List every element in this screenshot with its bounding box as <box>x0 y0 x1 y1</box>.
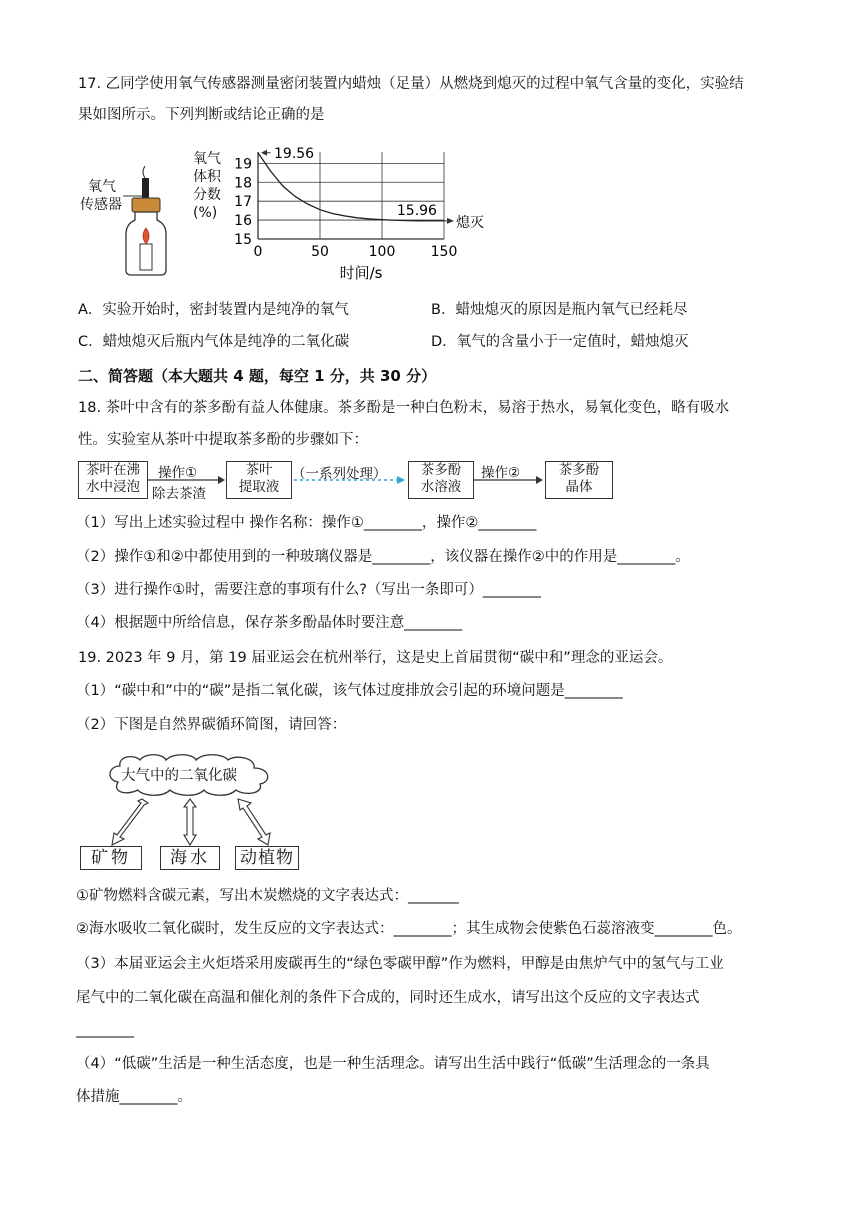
q17-option-b[interactable]: B．蜡烛熄灭的原因是瓶内氧气已经耗尽 <box>431 302 688 318</box>
q17-stem-line2: 果如图所示。下列判断或结论正确的是 <box>78 107 325 123</box>
q18-stem-line1: 18. 茶叶中含有的茶多酚有益人体健康。茶多酚是一种白色粉末，易溶于热水，易氧化变色，略有吸水 <box>78 400 730 416</box>
q19-sub2: （2）下图是自然界碳循环简图，请回答： <box>76 717 347 733</box>
flow-box-soak <box>78 461 148 499</box>
flow-box-text: 茶多酚 <box>420 462 462 478</box>
q19-sub4-line2: 体措施________。 <box>76 1089 192 1105</box>
q18-stem-line2: 性。实验室从茶叶中提取茶多酚的步骤如下： <box>78 432 368 448</box>
chart-ylabel-line: (%) <box>193 205 218 221</box>
x-tick-label: 100 <box>368 244 396 260</box>
q18-sub4: （4）根据题中所给信息，保存茶多酚晶体时要注意________ <box>76 615 463 631</box>
dashed-arrow-icon <box>292 474 408 486</box>
q17-option-d[interactable]: D．氧气的含量小于一定值时，蜡烛熄灭 <box>431 334 689 350</box>
flow-box-text: 提取液 <box>238 479 280 495</box>
x-axis-label: 时间/s <box>339 264 383 280</box>
section-title: 二、简答题（本大题共 4 题，每空 1 分，共 30 分） <box>78 367 437 385</box>
y-tick-label: 16 <box>234 213 252 230</box>
annotation-start-value: 19.56 <box>274 145 315 162</box>
q19-sub3-blank: ________ <box>76 1022 134 1038</box>
arrow-icon <box>474 474 546 486</box>
q18-sub2: （2）操作①和②中都使用到的一种玻璃仪器是________，该仪器在操作②中的作用是________。 <box>76 549 690 565</box>
apparatus-label-1: 氧气 <box>88 179 116 195</box>
q19-c2: ②海水吸收二氧化碳时，发生反应的文字表达式：________；其生成物会使紫色石蕊溶液变________色。 <box>76 921 742 937</box>
x-tick-label: 150 <box>430 244 458 260</box>
x-tick-label: 50 <box>311 244 329 260</box>
q19-sub1: （1）“碳中和”中的“碳”是指二氧化碳，该气体过度排放会引起的环境问题是________ <box>76 683 623 699</box>
flow-box-crystal <box>545 461 613 499</box>
flow-op1-label: 操作① <box>158 465 198 481</box>
chart-ylabel-line: 分数 <box>193 187 221 203</box>
flow-box-text: 水中浸泡 <box>86 479 140 495</box>
chart-ylabel <box>193 150 221 222</box>
q17-option-a[interactable]: A．实验开始时，密封装置内是纯净的氧气 <box>78 302 349 318</box>
flow-op2-label: 操作② <box>481 465 521 481</box>
annotation-end-value: 15.96 <box>396 202 437 219</box>
flow-box-extract <box>226 461 292 499</box>
q19-sub3-line1: （3）本届亚运会主火炬塔采用废碳再生的“绿色零碳甲醇”作为燃料，甲醇是由焦炉气中的氢气与工业 <box>76 956 724 972</box>
flow-box-text: 茶叶在沸 <box>86 462 140 478</box>
q17-stem-line1: 17. 乙同学使用氧气传感器测量密闭装置内蜡烛（足量）从燃烧到熄灭的过程中氧气含量的变化，实验结 <box>78 76 744 92</box>
box-organisms: 动植物 <box>235 846 299 870</box>
candle-jar-icon <box>118 158 178 278</box>
chart-ylabel-line: 体积 <box>193 169 221 185</box>
double-arrows-icon <box>100 797 300 847</box>
apparatus-label-2: 传感器 <box>80 197 122 213</box>
flow-box-text: 水溶液 <box>420 479 462 495</box>
flow-box-text: 茶多酚 <box>558 462 600 478</box>
q19-sub4-line1: （4）“低碳”生活是一种生活态度，也是一种生活理念。请写出生活中践行“低碳”生活理念的一条具 <box>76 1056 710 1072</box>
q18-sub1: （1）写出上述实验过程中 操作名称：操作①________，操作②________ <box>76 515 537 531</box>
q18-sub3: （3）进行操作①时，需要注意的事项有什么?（写出一条即可）________ <box>76 582 541 598</box>
y-tick-label: 15 <box>234 232 252 248</box>
box-mineral: 矿物 <box>80 846 142 870</box>
box-seawater: 海水 <box>160 846 220 870</box>
flow-box-solution <box>408 461 474 499</box>
oxygen-chart <box>224 140 494 280</box>
x-tick-label: 0 <box>253 244 263 260</box>
q17-option-c[interactable]: C．蜡烛熄灭后瓶内气体是纯净的二氧化碳 <box>78 334 350 350</box>
arrow-icon <box>148 474 228 486</box>
flow-box-text: 茶叶 <box>245 462 273 478</box>
annotation-arrowhead <box>261 150 267 156</box>
flow-box-text: 晶体 <box>565 479 593 495</box>
flow-middle-label: （一系列处理） <box>292 466 387 482</box>
y-tick-label: 19 <box>234 156 252 173</box>
annotation-arrowhead <box>447 218 454 224</box>
q19-stem: 19. 2023 年 9 月，第 19 届亚运会在杭州举行，这是史上首届贯彻“碳中和”理念的亚运会。 <box>78 650 673 666</box>
q19-sub3-line2: 尾气中的二氧化碳在高温和催化剂的条件下合成的，同时还生成水，请写出这个反应的文字表达式 <box>76 990 700 1006</box>
y-tick-label: 18 <box>234 175 252 192</box>
y-tick-label: 17 <box>234 194 252 211</box>
annotation-extinguish: 熄灭 <box>456 214 484 231</box>
cloud-label: 大气中的二氧化碳 <box>121 768 237 784</box>
flow-op1-sub: 除去茶渣 <box>152 486 206 502</box>
chart-ylabel-line: 氧气 <box>193 151 221 167</box>
q19-c1: ①矿物燃料含碳元素，写出木炭燃烧的文字表达式：_______ <box>76 888 459 904</box>
